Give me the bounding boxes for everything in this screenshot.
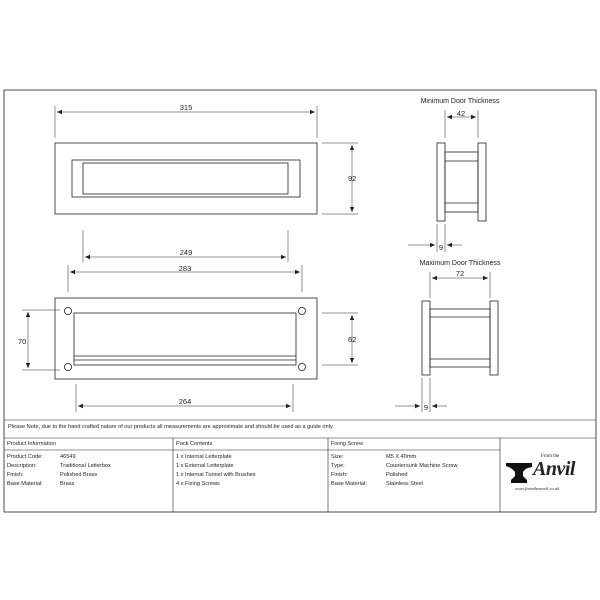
base-material-value: Brass (60, 481, 75, 487)
logo-from-text: From the (541, 454, 560, 459)
description-label: Description: (7, 463, 37, 469)
screw-type-label: Type: (331, 463, 345, 469)
dim-front-width-label: 315 (179, 103, 193, 112)
screw-size-label: Size: (331, 454, 344, 460)
product-code-label: Product Code: (7, 454, 43, 460)
max-thickness-title: Maximum Door Thickness (419, 260, 501, 267)
screw-material-label: Base Material: (331, 481, 367, 487)
dim-min-plate (408, 224, 462, 252)
fixing-holes (64, 307, 305, 370)
screw-size-value: M5 X 40mm (386, 454, 417, 460)
hole-bottom-right (298, 363, 305, 370)
screw-material-value: Stainless Steel (386, 481, 424, 487)
logo-brand-text: Anvil (533, 458, 575, 480)
product-code-value: 46549 (60, 454, 76, 460)
pack-contents-heading: Pack Contents (176, 441, 213, 447)
screw-finish-label: Finish: (331, 472, 348, 478)
anvil-logo (505, 452, 585, 496)
base-material-label: Base Material: (7, 481, 43, 487)
dim-min-plate-label: 9 (438, 243, 444, 252)
side-view-max (422, 301, 498, 375)
fixing-screw-heading: Fixing Screw (331, 441, 364, 447)
pack-item: 1 x Internal Tunnel with Brushes (176, 472, 256, 478)
back-view (55, 298, 317, 379)
hole-top-left (64, 307, 71, 314)
product-info-heading: Product Information (7, 441, 56, 447)
finish-value: Polished Brass (60, 472, 98, 478)
pack-item: 1 x Internal Letterplate (176, 454, 232, 460)
anvil-icon (505, 460, 535, 486)
product-info-section (4, 438, 173, 498)
screw-finish-value: Polished (386, 472, 408, 478)
disclaimer-note: Please Note, due to the hand crafted nature of our products all measurements are approximate and should be used as a guide only. (8, 424, 334, 430)
side-view-min (437, 143, 486, 221)
dim-back-height-label: 70 (18, 337, 27, 346)
dim-aperture-width-label: 249 (179, 248, 193, 257)
dim-max-plate-label: 9 (423, 403, 429, 412)
description-value: Traditional Letterbox (60, 463, 111, 469)
dim-aperture-width (83, 230, 288, 262)
min-thickness-title: Minimum Door Thickness (420, 98, 500, 105)
fixing-screw-section (328, 438, 500, 498)
pack-item: 1 x External Letterplate (176, 463, 234, 469)
dim-inner-width-label: 283 (178, 264, 192, 273)
dim-max-depth-label: 72 (455, 269, 465, 278)
pack-contents-section (173, 438, 328, 498)
dim-max-plate (395, 378, 447, 412)
dim-back-inner-height-label: 62 (348, 335, 357, 344)
pack-item: 4 x Fixing Screws (176, 481, 220, 487)
finish-label: Finish: (7, 472, 24, 478)
hole-bottom-left (64, 363, 71, 370)
dim-back-height (22, 310, 60, 370)
dim-min-depth-label: 42 (456, 109, 466, 118)
dim-front-height-label: 92 (348, 174, 357, 183)
screw-type-value: Countersunk Machine Screw (386, 463, 458, 469)
dim-hole-spacing-label: 264 (178, 397, 192, 406)
hole-top-right (298, 307, 305, 314)
logo-website: www.fromtheanvil.co.uk (515, 486, 560, 491)
front-view (55, 143, 317, 214)
